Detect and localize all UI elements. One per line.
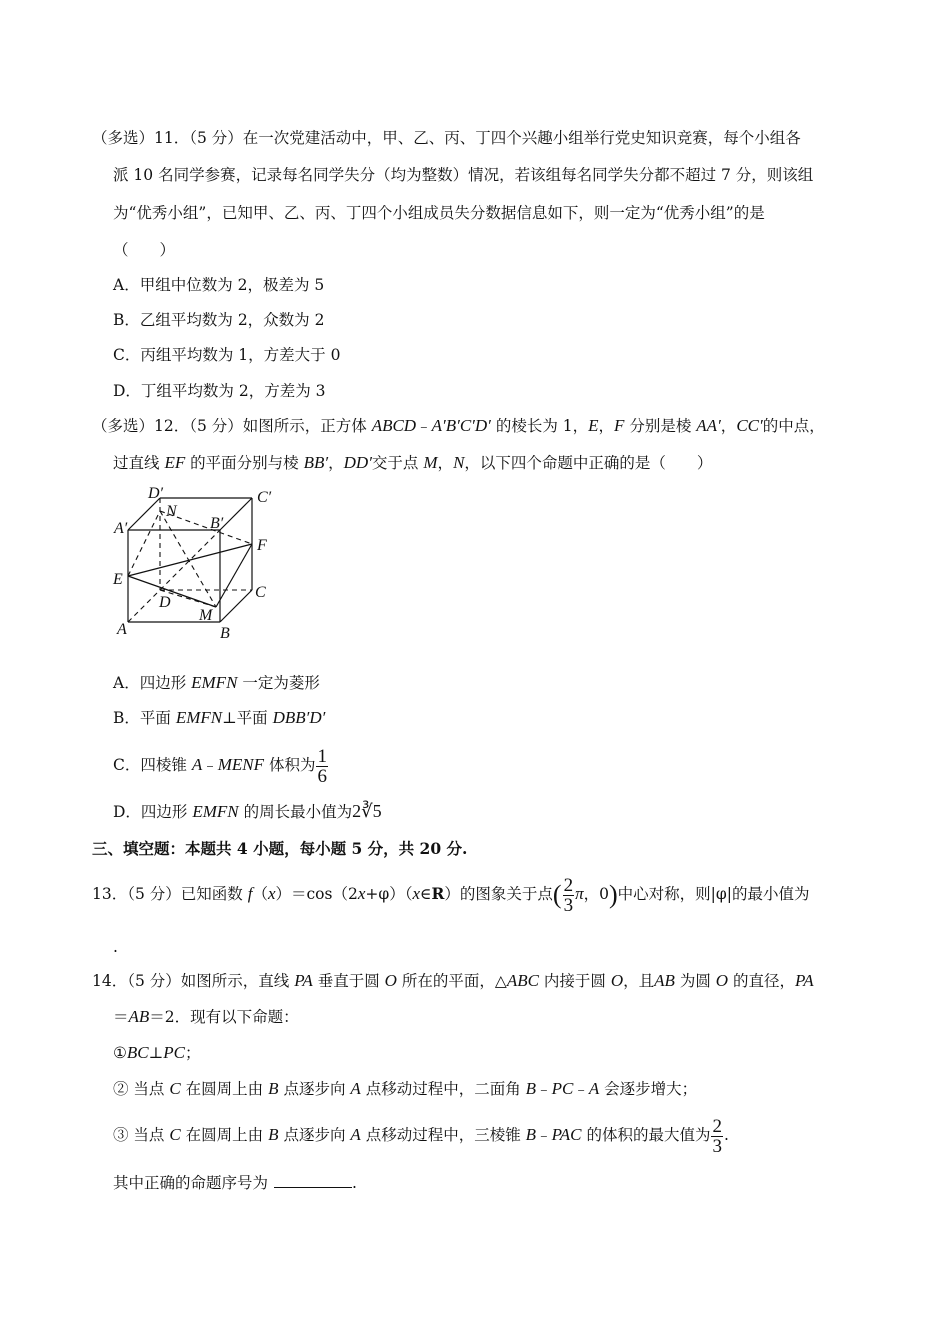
q11-stem-line3: 为“优秀小组”，已知甲、乙、丙、丁四个小组成员失分数据信息如下，则一定为“优秀小组”的是	[113, 204, 765, 222]
label-n: N	[166, 503, 177, 520]
answer-blank[interactable]	[274, 1173, 352, 1188]
label-m: M	[199, 607, 213, 624]
q12-option-c: C．四棱锥 A﹣MENF 体积为 $\frac{1}{6}$	[113, 745, 327, 787]
q14-statement-1: ①BC⊥PC；	[113, 1043, 201, 1062]
q12-option-a: A．四边形 EMFN 一定为菱形	[113, 673, 320, 692]
q11-option-a: A．甲组中位数为 2，极差为 5	[113, 276, 325, 294]
q14-statement-3: ③ 当点 C 在圆周上由 B 点逐步向 A 点移动过程中，三棱锥 B﹣PAC 的体积的最大值为 $\frac{2}{3}$ .	[113, 1115, 729, 1157]
q13-answer-dot: .	[113, 938, 118, 956]
q14-answer-line: 其中正确的命题序号为 .	[113, 1174, 357, 1192]
label-b-prime: B′	[210, 515, 224, 532]
q11-option-d: D．丁组平均数为 2，方差为 3	[113, 382, 326, 400]
label-c-prime: C′	[257, 489, 272, 506]
fraction-two-thirds: $\frac{2}{3}$	[563, 874, 574, 916]
q13-stem: 13．（5 分）已知函数 f（x）＝cos（2x+φ）（x∈R）的图象关于点( $\frac{2}{3}$ π，0)中心对称，则|φ|的最小值为	[92, 874, 810, 916]
label-c: C	[255, 584, 266, 601]
q12-stem-line1: （多选）12．（5 分）如图所示，正方体 ABCD﹣A′B′C′D′ 的棱长为 1，E，F 分别是棱 AA′，CC′的中点，	[92, 416, 825, 435]
q14-stem-line2: ＝AB＝2．现有以下命题：	[113, 1007, 299, 1026]
q11-stem-line2: 派 10 名同学参赛，记录每名同学失分（均为整数）情况，若该组每名同学失分都不超过 7 分，则该组	[113, 166, 814, 184]
q12-option-d: D．四边形 EMFN 的周长最小值为2∛5	[113, 801, 382, 821]
q11-stem-line1: （多选）11．（5 分）在一次党建活动中，甲、乙、丙、丁四个兴趣小组举行党史知识竞赛，每个小组各	[92, 129, 801, 147]
label-a: A	[117, 621, 127, 638]
label-b: B	[220, 625, 230, 642]
fraction-two-thirds-volume: $\frac{2}{3}$	[712, 1115, 722, 1157]
label-a-prime: A′	[114, 520, 128, 537]
q12-stem-line2: 过直线 EF 的平面分别与棱 BB′，DD′交于点 M，N，以下四个命题中正确的是（ ）	[113, 453, 713, 472]
label-d-prime: D′	[148, 485, 164, 502]
q14-statement-2: ② 当点 C 在圆周上由 B 点逐步向 A 点移动过程中，二面角 B﹣PC﹣A 会逐步增大；	[113, 1079, 698, 1098]
label-e: E	[113, 571, 123, 588]
section-3-heading: 三、填空题：本题共 4 小题，每小题 5 分，共 20 分.	[92, 839, 468, 858]
q11-option-c: C．丙组平均数为 1，方差大于 0	[113, 346, 341, 364]
q11-option-b: B．乙组平均数为 2，众数为 2	[113, 311, 325, 329]
label-d: D	[159, 594, 171, 611]
label-f: F	[257, 537, 267, 554]
fraction-one-sixth: $\frac{1}{6}$	[317, 745, 327, 787]
cube-figure	[110, 483, 285, 643]
q11-answer-paren: （ ）	[113, 241, 176, 259]
q14-stem-line1: 14．（5 分）如图所示，直线 PA 垂直于圆 O 所在的平面，△ABC 内接于圆 O，且AB 为圆 O 的直径，PA	[92, 971, 814, 990]
q12-option-b: B．平面 EMFN⊥平面 DBB′D′	[113, 708, 326, 727]
